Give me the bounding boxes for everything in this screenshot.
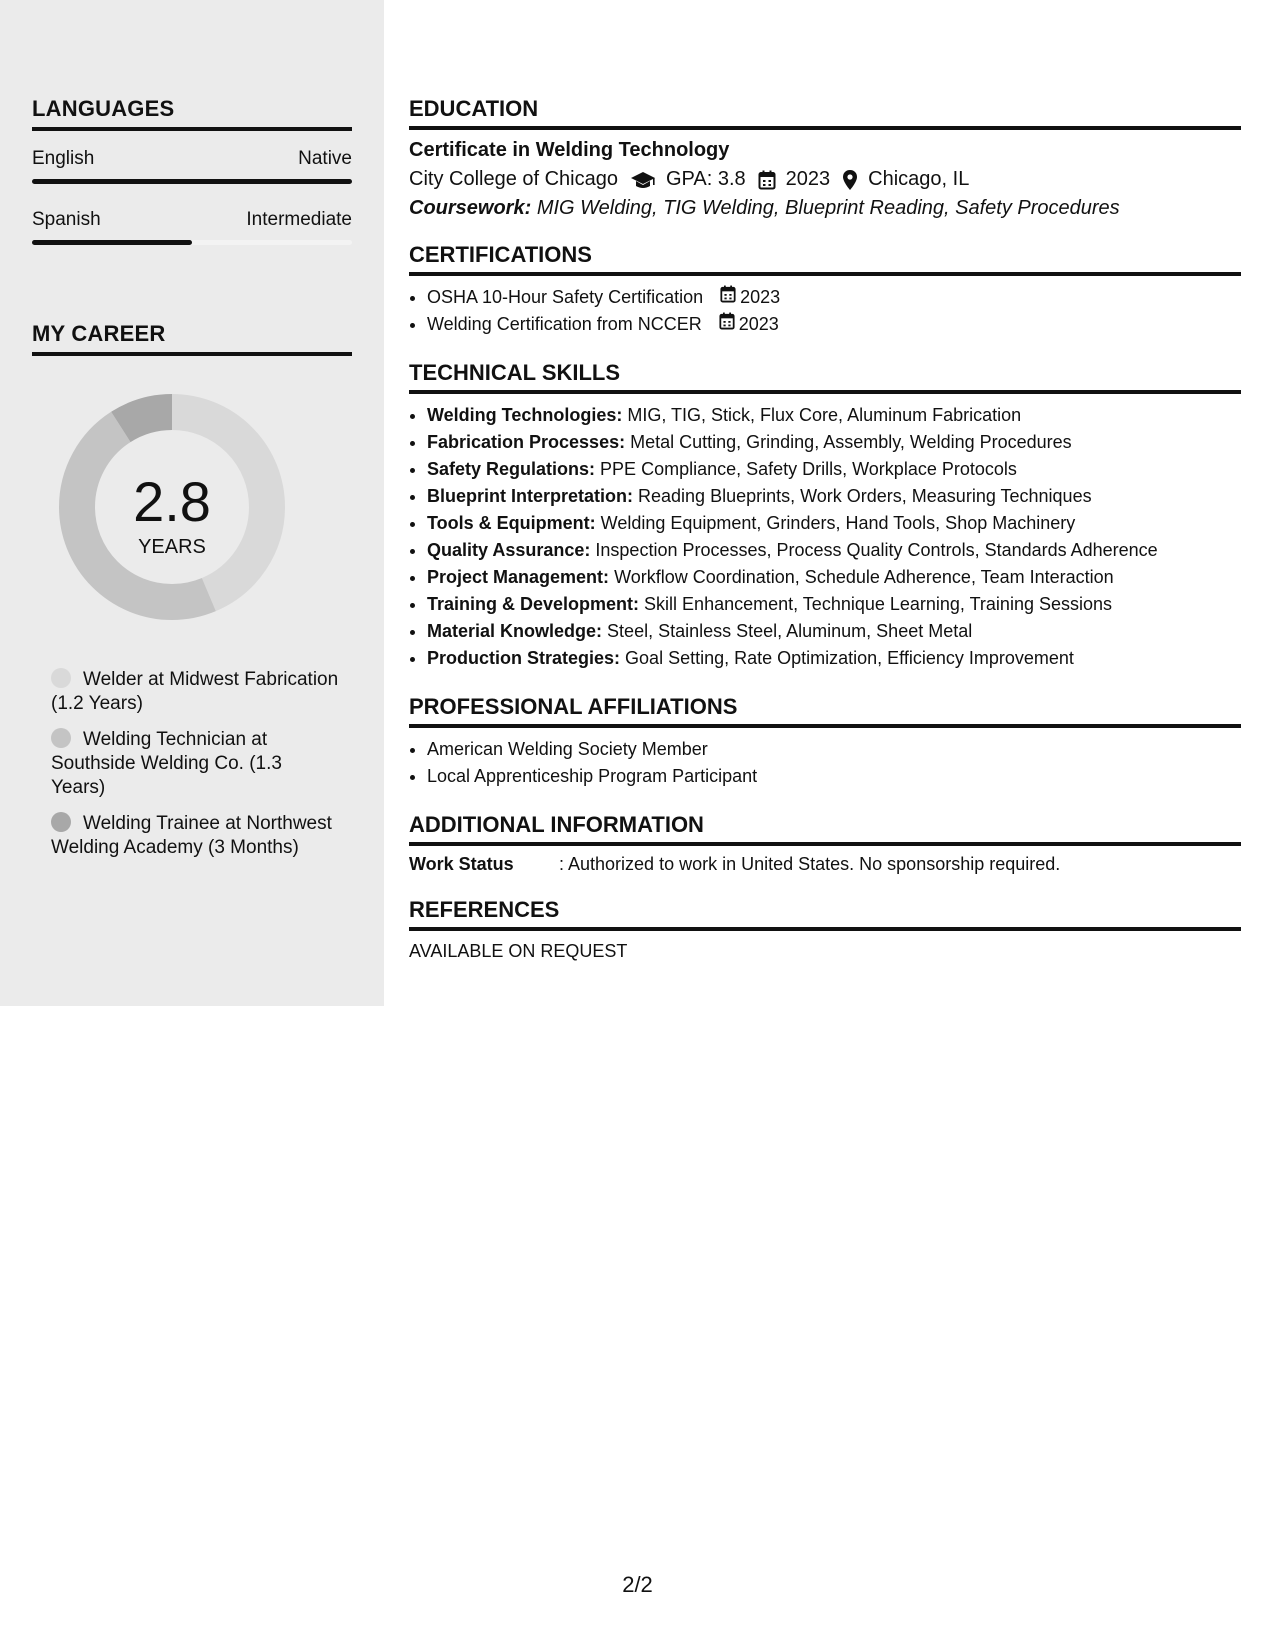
education-details	[409, 168, 1241, 191]
sidebar	[0, 0, 384, 1006]
certification-date: 2023	[738, 314, 779, 334]
legend-dot	[51, 728, 71, 748]
education-section	[409, 96, 1241, 220]
coursework-label: Coursework:	[409, 197, 532, 219]
career-legend-item	[51, 812, 341, 860]
skill-value: Steel, Stainless Steel, Aluminum, Sheet Metal	[607, 621, 973, 641]
skill-value: Inspection Processes, Process Quality Controls, Standards Adherence	[595, 540, 1158, 560]
career-total-value: 2.8	[133, 470, 211, 533]
skill-value: Metal Cutting, Grinding, Assembly, Welding Procedures	[630, 432, 1072, 452]
skill-item	[427, 564, 1241, 591]
legend-dot	[51, 668, 71, 688]
certification-item	[427, 311, 1241, 338]
education-degree: Certificate in Welding Technology	[409, 139, 730, 161]
language-item	[32, 147, 352, 184]
skill-label: Quality Assurance:	[427, 540, 591, 560]
skill-label: Tools & Equipment:	[427, 513, 596, 533]
calendar-icon	[758, 170, 776, 190]
certification-name: Welding Certification from NCCER	[427, 314, 702, 334]
skill-value: Goal Setting, Rate Optimization, Efficiency Improvement	[625, 648, 1074, 668]
work-status-label: Work Status	[409, 854, 514, 874]
language-proficiency-bar	[32, 240, 352, 245]
language-level: Intermediate	[246, 209, 352, 230]
affiliations-list	[409, 736, 1241, 790]
education-gpa: GPA: 3.8	[666, 168, 746, 190]
work-status-value: : Authorized to work in United States. No sponsorship required.	[559, 854, 1061, 874]
references-heading: REFERENCES	[409, 897, 1241, 931]
skill-value: Skill Enhancement, Technique Learning, Training Sessions	[644, 594, 1113, 614]
skill-item	[427, 402, 1241, 429]
education-year: 2023	[785, 168, 831, 190]
skill-item	[427, 483, 1241, 510]
skill-value: PPE Compliance, Safety Drills, Workplace Protocols	[600, 459, 1017, 479]
affiliations-section	[409, 694, 1241, 790]
map-pin-icon	[842, 170, 858, 190]
certifications-list	[409, 284, 1241, 338]
skills-heading: TECHNICAL SKILLS	[409, 360, 1241, 394]
additional-info-heading: ADDITIONAL INFORMATION	[409, 812, 1241, 846]
skill-label: Fabrication Processes:	[427, 432, 626, 452]
education-coursework	[409, 197, 1241, 220]
language-proficiency-fill	[32, 179, 352, 184]
work-status-row	[409, 854, 1241, 875]
skills-section	[409, 360, 1241, 672]
skill-label: Welding Technologies:	[427, 405, 623, 425]
legend-dot	[51, 812, 71, 832]
language-proficiency-fill	[32, 240, 192, 245]
legend-label: Welding Trainee at Northwest Welding Academy (3 Months)	[51, 813, 332, 858]
language-name: Spanish	[32, 209, 101, 230]
affiliations-heading: PROFESSIONAL AFFILIATIONS	[409, 694, 1241, 728]
affiliation-item: • American Welding Society Member	[427, 736, 1241, 763]
skill-label: Blueprint Interpretation:	[427, 486, 633, 506]
skill-value: MIG, TIG, Stick, Flux Core, Aluminum Fabrication	[627, 405, 1022, 425]
graduation-cap-icon	[630, 170, 656, 190]
additional-info-section	[409, 812, 1241, 875]
skill-label: Production Strategies:	[427, 648, 621, 668]
certification-item	[427, 284, 1241, 311]
calendar-icon	[719, 311, 735, 338]
certification-date: 2023	[740, 287, 781, 307]
skill-item	[427, 510, 1241, 537]
skill-item	[427, 645, 1241, 672]
skill-item	[427, 537, 1241, 564]
skill-value: Reading Blueprints, Work Orders, Measuring Techniques	[638, 486, 1092, 506]
skill-item	[427, 618, 1241, 645]
references-text: AVAILABLE ON REQUEST	[409, 941, 628, 961]
skill-value: Workflow Coordination, Schedule Adherence, Team Interaction	[614, 567, 1114, 587]
certification-name: OSHA 10-Hour Safety Certification	[427, 287, 704, 307]
calendar-icon	[720, 284, 736, 311]
skill-item	[427, 429, 1241, 456]
skill-label: Training & Development:	[427, 594, 640, 614]
education-heading: EDUCATION	[409, 96, 1241, 130]
career-legend-item	[51, 668, 341, 716]
legend-label: Welder at Midwest Fabrication (1.2 Years)	[51, 669, 339, 714]
certifications-heading: CERTIFICATIONS	[409, 242, 1241, 276]
main-content	[409, 96, 1241, 962]
skills-list	[409, 402, 1241, 672]
skill-item	[427, 591, 1241, 618]
language-name: English	[32, 148, 95, 169]
education-school: City College of Chicago	[409, 168, 618, 190]
skill-label: Project Management:	[427, 567, 610, 587]
career-heading: MY CAREER	[32, 321, 352, 356]
coursework-list: MIG Welding, TIG Welding, Blueprint Reading, Safety Procedures	[536, 197, 1120, 219]
language-item	[32, 208, 352, 245]
legend-label: Welding Technician at Southside Welding Co. (1.3 Years)	[51, 729, 282, 798]
references-section	[409, 897, 1241, 962]
education-location: Chicago, IL	[868, 168, 970, 190]
career-donut-chart	[32, 394, 352, 634]
affiliation-item: • Local Apprenticeship Program Participant	[427, 763, 1241, 790]
language-proficiency-bar	[32, 179, 352, 184]
certifications-section	[409, 242, 1241, 338]
skill-value: Welding Equipment, Grinders, Hand Tools, Shop Machinery	[600, 513, 1076, 533]
page-number: 2/2	[622, 1572, 653, 1597]
skill-label: Safety Regulations:	[427, 459, 596, 479]
career-legend-item	[51, 728, 341, 800]
career-total-unit: YEARS	[138, 536, 206, 558]
skill-item	[427, 456, 1241, 483]
language-level: Native	[298, 148, 352, 169]
skill-label: Material Knowledge:	[427, 621, 603, 641]
languages-heading: LANGUAGES	[32, 96, 352, 131]
career-legend	[51, 668, 341, 860]
